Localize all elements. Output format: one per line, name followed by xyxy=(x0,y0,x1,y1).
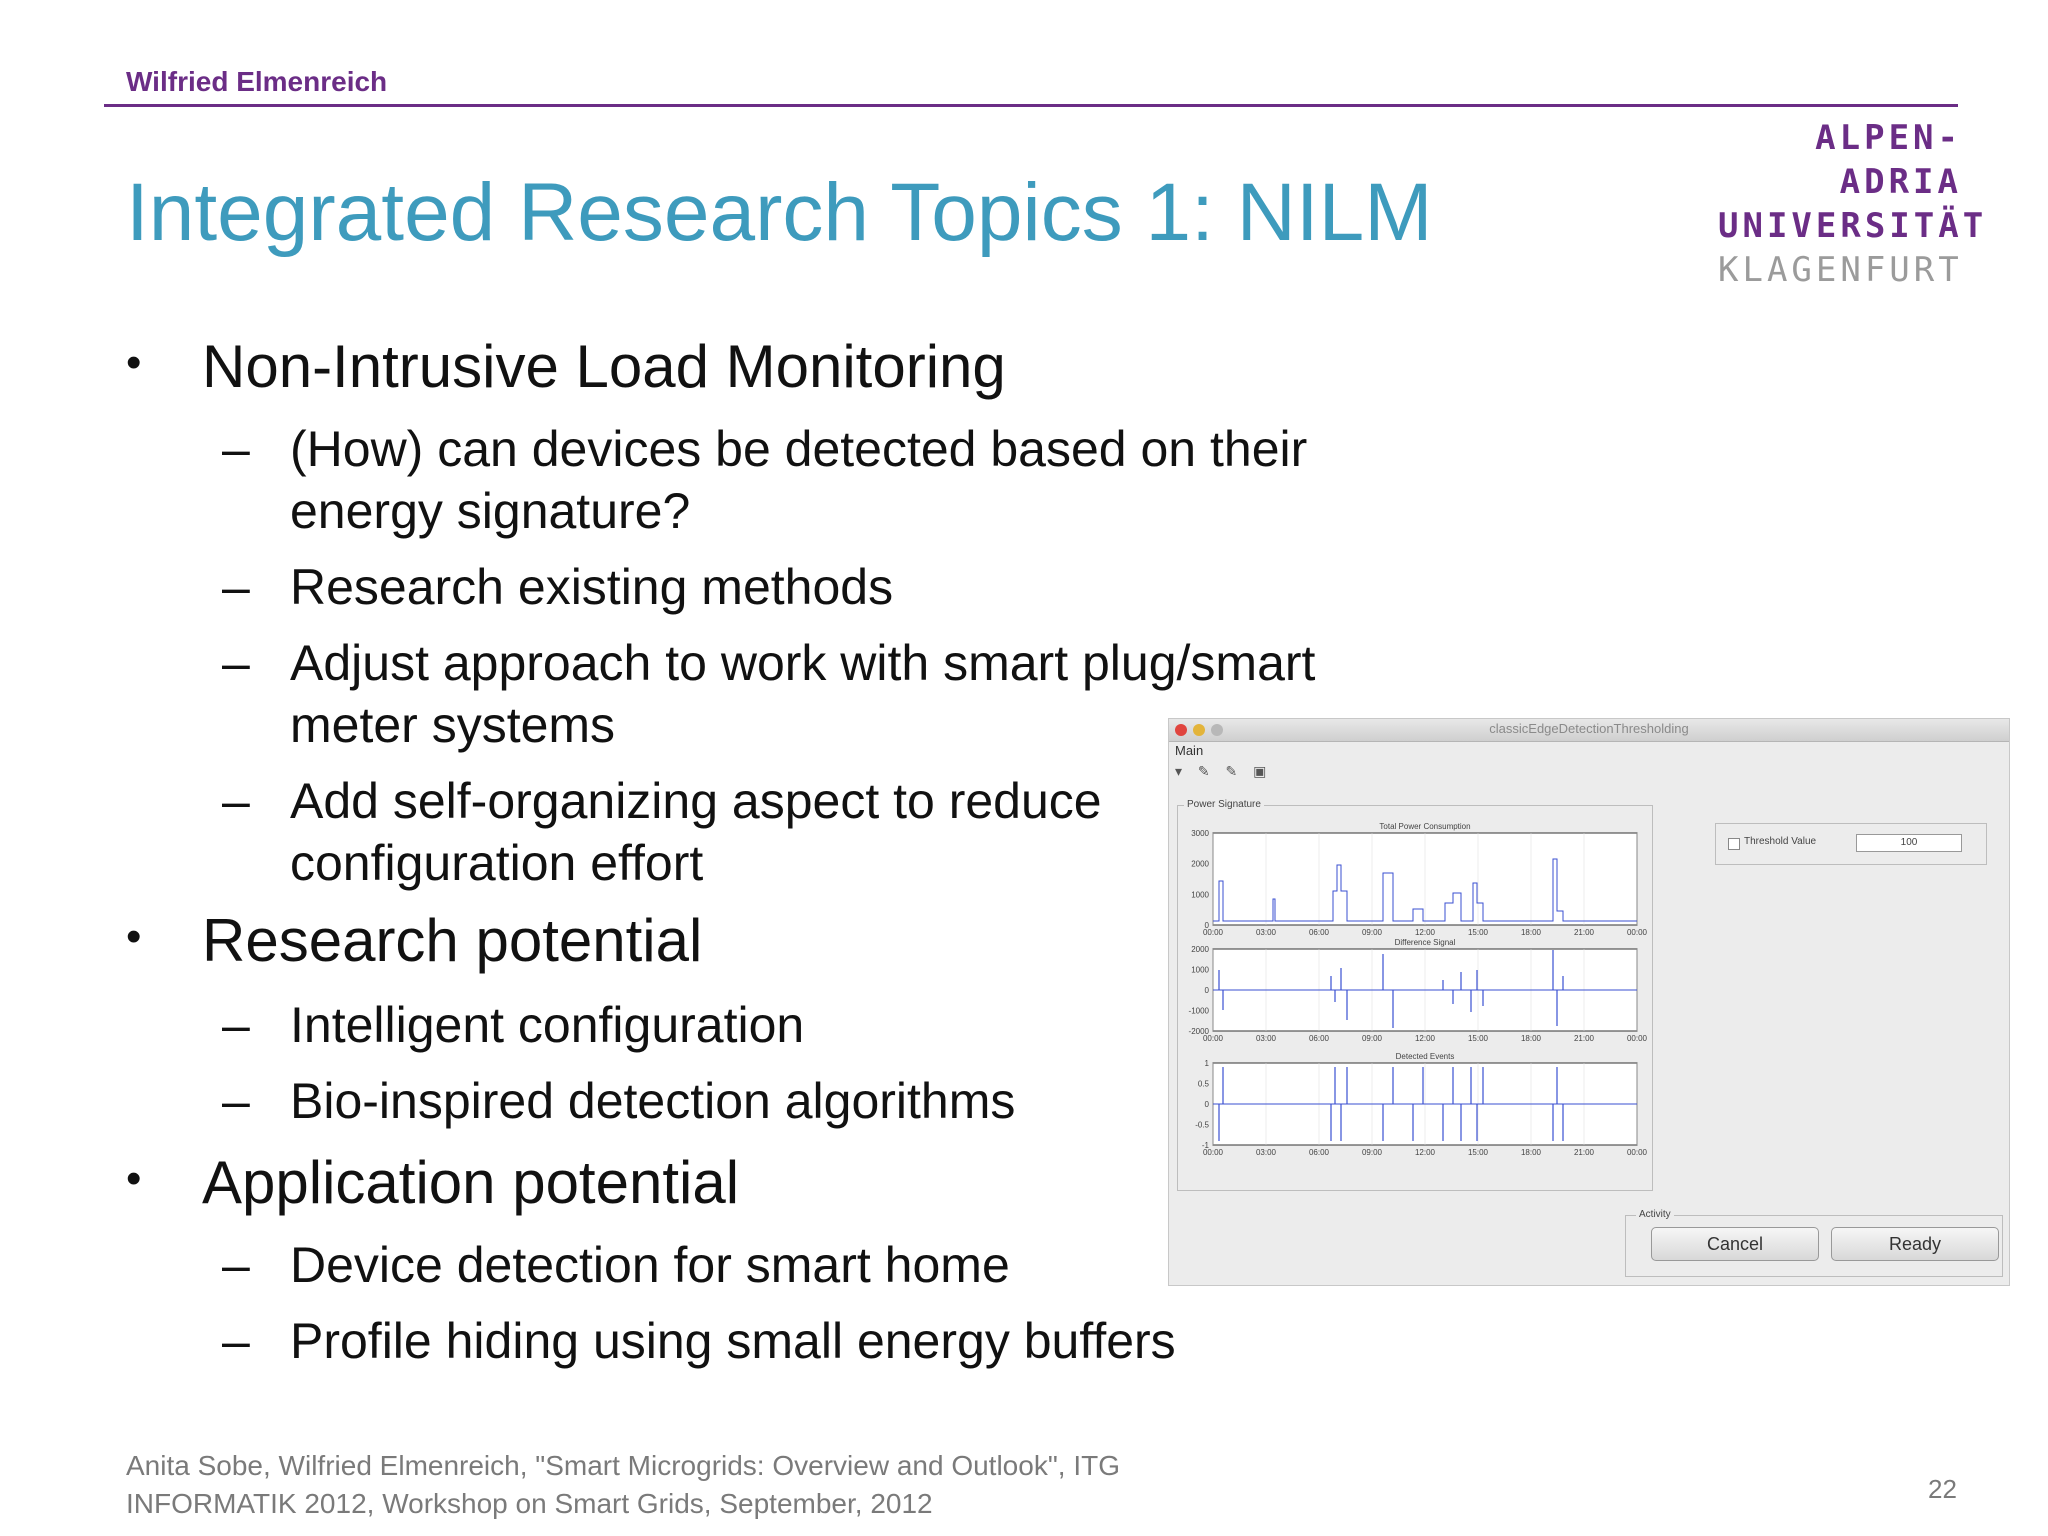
y-tick-label: 2000 xyxy=(1191,945,1209,954)
threshold-label: Threshold Value xyxy=(1744,836,1817,847)
bullet-nilm xyxy=(126,332,1006,401)
x-tick-label: 12:00 xyxy=(1414,1034,1436,1043)
citation-line-1: Anita Sobe, Wilfried Elmenreich, "Smart Microgrids: Overview and Outlook", ITG xyxy=(126,1450,1120,1481)
x-tick-label: 21:00 xyxy=(1573,1148,1595,1157)
x-tick-label: 03:00 xyxy=(1255,928,1277,937)
citation-line-2: INFORMATIK 2012, Workshop on Smart Grids, September, 2012 xyxy=(126,1488,933,1519)
bullet-research-potential xyxy=(126,906,703,975)
sub-dash: – xyxy=(222,997,250,1053)
sub-dash: – xyxy=(222,1313,250,1369)
sub-bullet xyxy=(222,556,1410,618)
x-tick-label: 03:00 xyxy=(1255,1148,1277,1157)
x-tick-label: 06:00 xyxy=(1308,928,1330,937)
ready-button: Ready xyxy=(1831,1227,1999,1261)
x-tick-label: 15:00 xyxy=(1467,1034,1489,1043)
x-tick-label: 03:00 xyxy=(1255,1034,1277,1043)
sub-bullet-text: Intelligent configuration xyxy=(290,997,805,1053)
x-tick-label: 09:00 xyxy=(1361,1034,1383,1043)
plot-title: Difference Signal xyxy=(1394,938,1456,947)
sub-dash: – xyxy=(222,635,250,691)
app-screenshot xyxy=(1168,718,2010,1286)
bullet-dot: • xyxy=(126,912,142,961)
x-tick-label: 15:00 xyxy=(1467,928,1489,937)
x-tick-label: 00:00 xyxy=(1202,1034,1224,1043)
bullet-text: Non-Intrusive Load Monitoring xyxy=(202,333,1006,400)
header-rule xyxy=(104,104,1958,107)
page-number: 22 xyxy=(1928,1474,1957,1504)
y-tick-label: -2000 xyxy=(1188,1027,1209,1036)
x-tick-label: 06:00 xyxy=(1308,1148,1330,1157)
x-tick-label: 00:00 xyxy=(1626,928,1648,937)
x-tick-label: 06:00 xyxy=(1308,1034,1330,1043)
sub-bullet xyxy=(222,770,1150,894)
y-tick-label: 0 xyxy=(1204,986,1209,995)
x-tick-label: 12:00 xyxy=(1414,928,1436,937)
x-tick-label: 15:00 xyxy=(1467,1148,1489,1157)
bullet-dot: • xyxy=(126,338,142,387)
bullet-application-potential xyxy=(126,1148,740,1217)
y-tick-label: 1 xyxy=(1204,1059,1209,1068)
x-tick-label: 18:00 xyxy=(1520,1034,1542,1043)
y-tick-label: 1000 xyxy=(1191,965,1209,975)
y-tick-label: 3000 xyxy=(1191,829,1209,838)
x-tick-label: 00:00 xyxy=(1202,928,1224,937)
x-tick-label: 12:00 xyxy=(1414,1148,1436,1157)
panel-title: Power Signature xyxy=(1184,799,1264,810)
x-tick-label: 00:00 xyxy=(1626,1034,1648,1043)
x-tick-label: 21:00 xyxy=(1573,1034,1595,1043)
sub-dash: – xyxy=(222,559,250,615)
sub-bullet-text: Profile hiding using small energy buffers xyxy=(290,1313,1176,1369)
y-tick-label: 2000 xyxy=(1191,859,1209,869)
sub-bullet xyxy=(222,1310,1390,1372)
window-title: classicEdgeDetectionThresholding xyxy=(1489,721,1689,736)
sub-bullet-text: Research existing methods xyxy=(290,559,894,615)
logo-line-3: KLAGENFURT xyxy=(1718,250,1963,290)
sub-bullet xyxy=(222,994,1190,1056)
y-tick-label: -0.5 xyxy=(1195,1120,1209,1130)
bullet-dot: • xyxy=(126,1154,142,1203)
threshold-panel xyxy=(1715,823,1987,865)
citation-footer xyxy=(126,1447,1120,1523)
bullet-text: Research potential xyxy=(202,907,703,974)
x-tick-label: 18:00 xyxy=(1520,1148,1542,1157)
y-tick-label: -1000 xyxy=(1188,1006,1209,1016)
sub-bullet-text: Bio-inspired detection algorithms xyxy=(290,1073,1016,1129)
logo-line-1: ALPEN-ADRIA xyxy=(1815,118,1962,202)
x-tick-label: 09:00 xyxy=(1361,928,1383,937)
y-tick-label: -1 xyxy=(1201,1141,1209,1150)
threshold-input: 100 xyxy=(1856,834,1962,852)
x-tick-label: 21:00 xyxy=(1573,928,1595,937)
x-tick-label: 00:00 xyxy=(1202,1148,1224,1157)
sub-dash: – xyxy=(222,1237,250,1293)
sub-bullet-text: (How) can devices be detected based on their energy signature? xyxy=(290,421,1308,539)
plot-title: Total Power Consumption xyxy=(1379,822,1471,831)
sub-bullet xyxy=(222,1070,1190,1132)
sub-bullet-text: Adjust approach to work with smart plug/smart meter systems xyxy=(290,635,1316,753)
y-tick-label: 0.5 xyxy=(1197,1079,1209,1089)
plot-title: Detected Events xyxy=(1395,1052,1455,1061)
author-name: Wilfried Elmenreich xyxy=(126,66,388,97)
logo-line-2: UNIVERSITÄT xyxy=(1718,206,1988,246)
signal-plots xyxy=(1169,719,2011,1287)
cancel-button: Cancel xyxy=(1651,1227,1819,1261)
menu-main: Main xyxy=(1175,743,1204,758)
bullet-text: Application potential xyxy=(202,1149,740,1216)
x-tick-label: 09:00 xyxy=(1361,1148,1383,1157)
y-tick-label: 0 xyxy=(1204,921,1209,930)
sub-bullet-text: Add self-organizing aspect to reduce configuration effort xyxy=(290,773,1102,891)
sub-dash: – xyxy=(222,773,250,829)
sub-dash: – xyxy=(222,421,250,477)
activity-label: Activity xyxy=(1636,1209,1674,1220)
slide-title: Integrated Research Topics 1: NILM xyxy=(126,167,1433,258)
x-tick-label: 00:00 xyxy=(1626,1148,1648,1157)
x-tick-label: 18:00 xyxy=(1520,928,1542,937)
y-tick-label: 0 xyxy=(1204,1100,1209,1109)
sub-bullet-text: Device detection for smart home xyxy=(290,1237,1010,1293)
sub-bullet xyxy=(222,418,1410,542)
toolbar-icons: ▾ ✎ ✎ ▣ xyxy=(1175,763,1273,779)
y-tick-label: 1000 xyxy=(1191,890,1209,900)
threshold-checkbox xyxy=(1728,838,1740,850)
university-logo xyxy=(1718,116,1988,292)
sub-dash: – xyxy=(222,1073,250,1129)
